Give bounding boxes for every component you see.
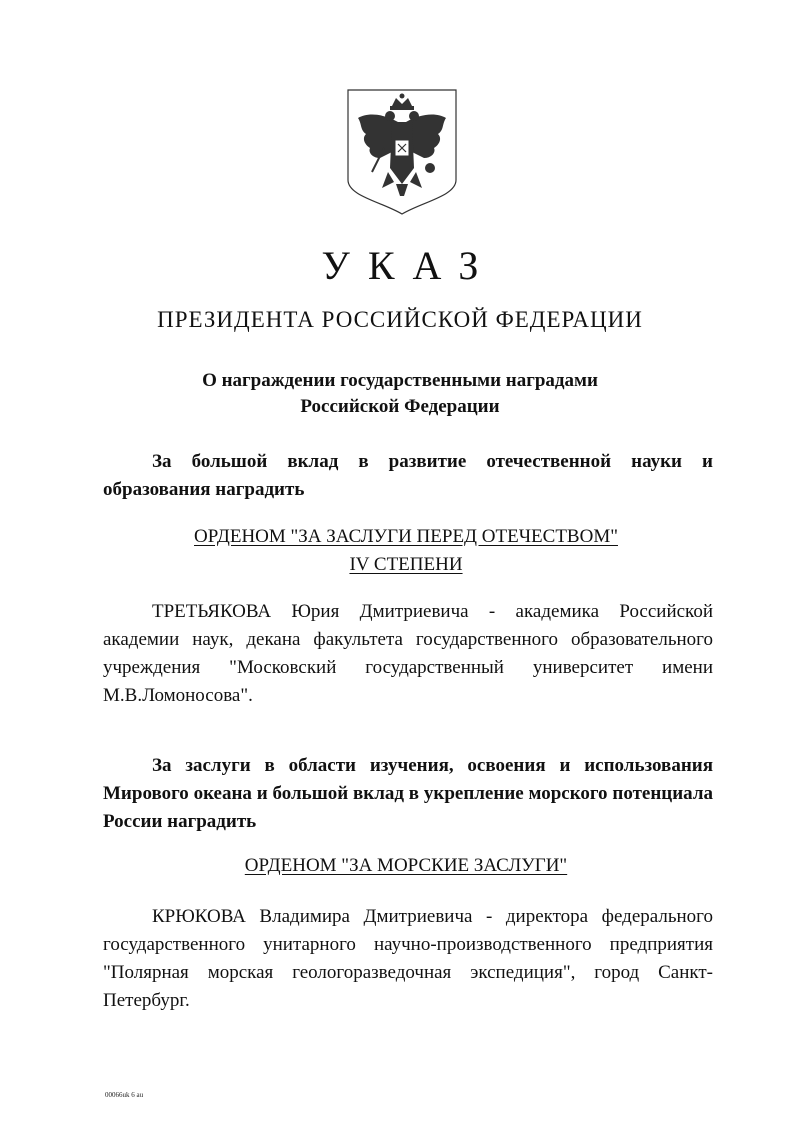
section1-intro: За большой вклад в развитие отечественной науки и образования наградить (103, 451, 713, 500)
section2-order (100, 852, 712, 880)
section1-recipient: ТРЕТЬЯКОВА Юрия Дмитриевича - академика Российской академии наук, декана факультета государственного образовательного учреждения "Московский государственный университет имени М.В.Ломоносова". (103, 601, 713, 706)
decree-subject (100, 368, 700, 420)
decree-subtitle: ПРЕЗИДЕНТА РОССИЙСКОЙ ФЕДЕРАЦИИ (157, 307, 643, 332)
section2-recipient: КРЮКОВА Владимира Дмитриевича - директора федерального государственного унитарного научно-производственного предприятия "Полярная морская геологоразведочная экспедиция", город Санкт-Петербург. (103, 906, 713, 1011)
subject-line-1: О награждении государственными наградами (202, 370, 598, 391)
document-code: 00066uk 6 au (105, 1091, 144, 1099)
russian-coat-of-arms-icon (344, 88, 460, 216)
decree-title: УКАЗ (321, 243, 497, 288)
section1-order (100, 523, 712, 579)
order-degree-1: IV СТЕПЕНИ (349, 554, 463, 575)
order-name-2: ОРДЕНОМ "ЗА МОРСКИЕ ЗАСЛУГИ" (244, 855, 568, 876)
section2-intro: За заслуги в области изучения, освоения и использования Мирового океана и большой вклад в укрепление морского потенциала России наградить (103, 755, 713, 832)
subject-line-2: Российской Федерации (300, 396, 500, 417)
order-name-1: ОРДЕНОМ "ЗА ЗАСЛУГИ ПЕРЕД ОТЕЧЕСТВОМ" (194, 526, 618, 547)
